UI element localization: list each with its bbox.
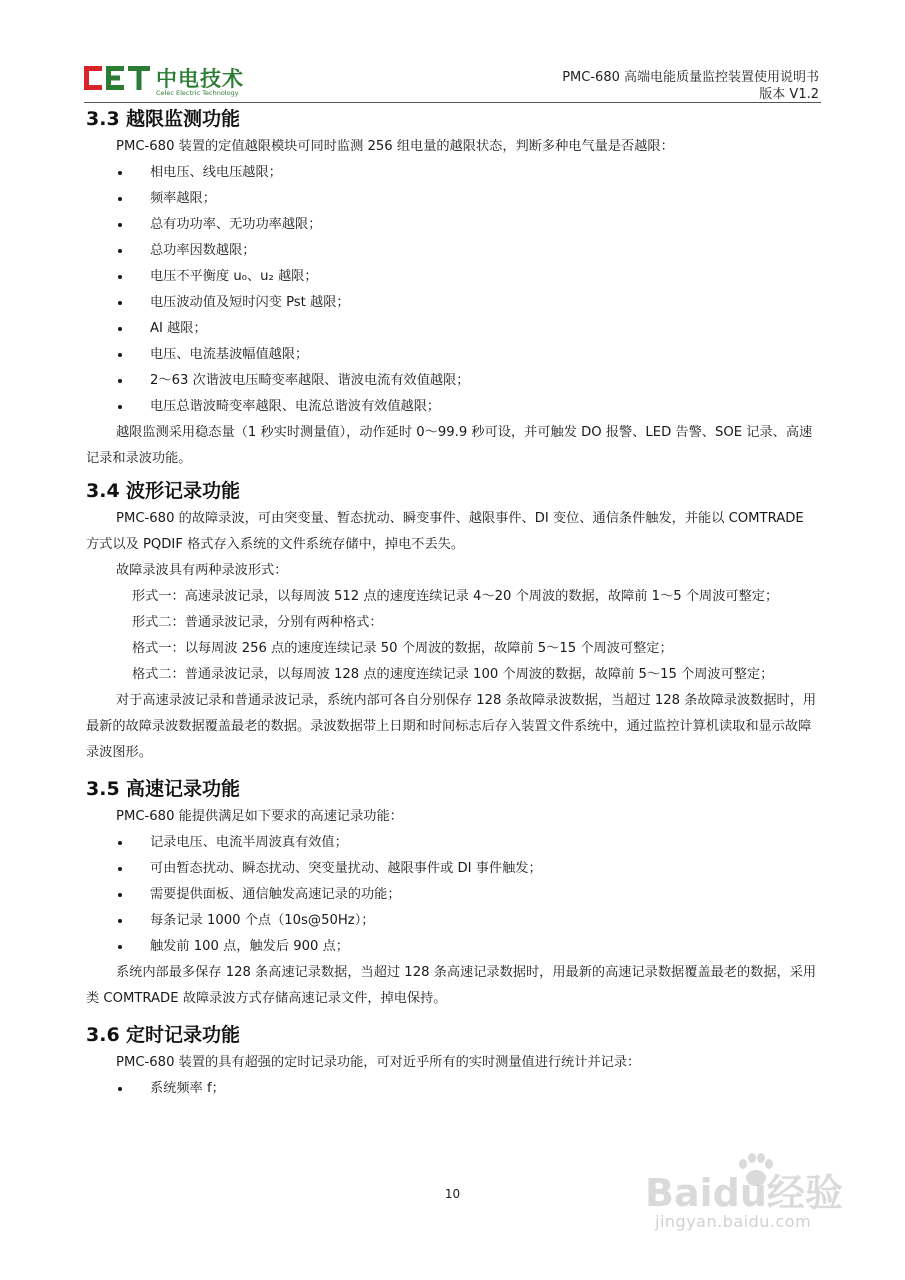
paragraph: 越限监测采用稳态量（1 秒实时测量值），动作延时 0～99.9 秒可设，并可触发 DO 报警、LED 告警、SOE 记录、高速记录和录波功能。: [86, 425, 813, 466]
paragraph: PMC-680 装置的定值越限模块可同时监测 256 组电量的越限状态，判断多种电气量是否越限：: [116, 139, 674, 154]
list-item: 系统频率 f；: [86, 1076, 821, 1102]
logo-chinese-name: 中电技术: [156, 67, 244, 91]
section-title: 定时记录功能: [126, 1024, 241, 1046]
paragraph: PMC-680 的故障录波，可由突变量、暂态扰动、瞬变事件、越限事件、DI 变位、通信条件触发，并能以 COMTRADE 方式以及 PQDIF 格式存入系统的文件系统存储中，掉电不丢失。: [86, 511, 804, 552]
logo-english-name: Celec Electric Technology: [156, 89, 239, 97]
paragraph: 格式二：普通录波记录，以每周波 128 点的速度连续记录 100 个周波的数据，故障前 5～15 个周波可整定；: [132, 667, 774, 682]
bullet-icon: [118, 327, 122, 331]
list-item: 电压不平衡度 u₀、u₂ 越限；: [86, 264, 821, 290]
company-logo: [84, 62, 284, 102]
list-item: 总有功功率、无功功率越限；: [86, 212, 821, 238]
paragraph: 系统内部最多保存 128 条高速记录数据，当超过 128 条高速记录数据时，用最新的高速记录数据覆盖最老的数据，采用类 COMTRADE 故障录波方式存储高速记录文件，掉电保持。: [86, 965, 817, 1006]
page-header: [0, 0, 905, 112]
section-heading-3-5: [86, 774, 821, 804]
paragraph: 形式一：高速录波记录，以每周波 512 点的速度连续记录 4～20 个周波的数据，故障前 1～5 个周波可整定；: [132, 589, 779, 604]
paragraph: 故障录波具有两种录波形式：: [116, 563, 288, 578]
list-item: 电压、电流基波幅值越限；: [86, 342, 821, 368]
bullet-icon: [118, 867, 122, 871]
bullet-icon: [118, 841, 122, 845]
document-title: PMC-680 高端电能质量监控装置使用说明书: [562, 70, 819, 85]
section-title: 高速记录功能: [126, 778, 241, 800]
list-item: 记录电压、电流半周波真有效值；: [86, 830, 821, 856]
page-content: [86, 104, 821, 1102]
section-title: 波形记录功能: [126, 480, 241, 502]
bullet-icon: [118, 301, 122, 305]
bullet-icon: [118, 275, 122, 279]
bullet-icon: [118, 171, 122, 175]
baidu-watermark: [645, 1150, 845, 1250]
watermark-brand: Baidu经验: [645, 1171, 843, 1215]
section-number: 3.5: [86, 778, 120, 800]
paragraph: PMC-680 装置的具有超强的定时记录功能，可对近乎所有的实时测量值进行统计并记录：: [116, 1055, 641, 1070]
list-item: 总功率因数越限；: [86, 238, 821, 264]
list-item: AI 越限；: [86, 316, 821, 342]
list-item: 2～63 次谐波电压畸变率越限、谐波电流有效值越限；: [86, 368, 821, 394]
list-item: 可由暂态扰动、瞬态扰动、突变量扰动、越限事件或 DI 事件触发；: [86, 856, 821, 882]
bullet-icon: [118, 893, 122, 897]
paragraph: 格式一：以每周波 256 点的速度连续记录 50 个周波的数据，故障前 5～15 个周波可整定；: [132, 641, 673, 656]
section-heading-3-6: [86, 1020, 821, 1050]
spacer: [86, 766, 821, 774]
bullet-icon: [118, 1087, 122, 1091]
bullet-icon: [118, 919, 122, 923]
section-number: 3.4: [86, 480, 120, 502]
section-number: 3.3: [86, 108, 120, 130]
bullet-list: [86, 830, 821, 960]
watermark-url: jingyan.baidu.com: [655, 1212, 812, 1231]
list-item: 频率越限；: [86, 186, 821, 212]
bullet-icon: [118, 379, 122, 383]
list-item: 相电压、线电压越限；: [86, 160, 821, 186]
list-item: 电压波动值及短时闪变 Pst 越限；: [86, 290, 821, 316]
bullet-icon: [118, 223, 122, 227]
paragraph: 形式二：普通录波记录，分别有两种格式：: [132, 615, 383, 630]
list-item: 电压总谐波畸变率越限、电流总谐波有效值越限；: [86, 394, 821, 420]
list-item: 每条记录 1000 个点（10s@50Hz）；: [86, 908, 821, 934]
spacer: [86, 1012, 821, 1020]
document-version: 版本 V1.2: [759, 87, 819, 102]
paragraph: 对于高速录波记录和普通录波记录，系统内部可各自分别保存 128 条故障录波数据，当超过 128 条故障录波数据时，用最新的故障录波数据覆盖最老的数据。录波数据带上日期和时间标志后存入装置文件系统中，通过监控计算机读取和显示故障录波图形。: [86, 693, 817, 760]
bullet-icon: [118, 405, 122, 409]
list-item: 触发前 100 点，触发后 900 点；: [86, 934, 821, 960]
bullet-icon: [118, 353, 122, 357]
cet-logo-icon: [84, 66, 150, 90]
header-divider: [84, 102, 821, 103]
section-heading-3-3: [86, 104, 821, 134]
bullet-icon: [118, 197, 122, 201]
bullet-icon: [118, 249, 122, 253]
bullet-list: [86, 1076, 821, 1102]
bullet-icon: [118, 945, 122, 949]
section-heading-3-4: [86, 476, 821, 506]
section-title: 越限监测功能: [126, 108, 241, 130]
section-number: 3.6: [86, 1024, 120, 1046]
page-number: 10: [444, 1187, 461, 1201]
paragraph: PMC-680 能提供满足如下要求的高速记录功能：: [116, 809, 403, 824]
bullet-list: [86, 160, 821, 420]
list-item: 需要提供面板、通信触发高速记录的功能；: [86, 882, 821, 908]
